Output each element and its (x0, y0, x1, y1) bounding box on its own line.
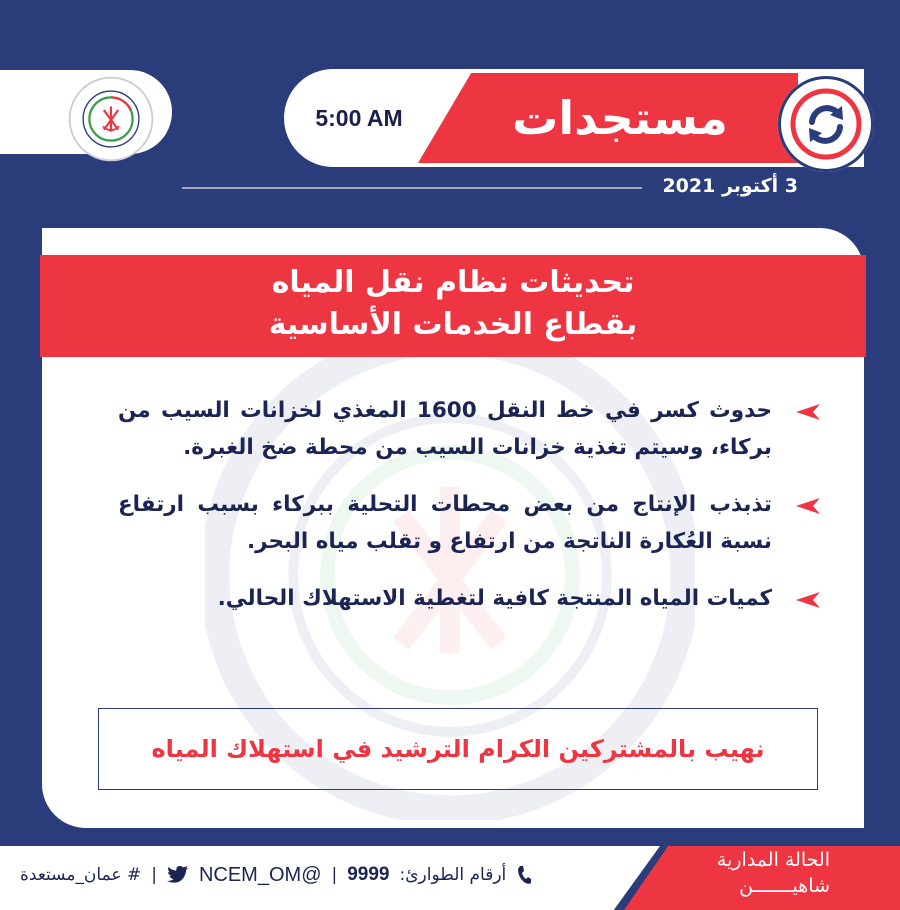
list-item (118, 486, 820, 560)
separator: | (151, 865, 157, 885)
bullet-text: حدوث كسر في خط النقل 1600 المغذي لخزانات السيب من بركاء، وسيتم تغذية خزانات السيب من محطة ضخ الغبرة. (118, 398, 773, 460)
footer-contacts (20, 846, 640, 904)
bullet-arrow-icon (796, 404, 820, 420)
phone-icon (516, 865, 532, 885)
card-title-line-2: بقطاع الخدمات الأساسية (268, 307, 638, 342)
emblem-logo (66, 74, 156, 164)
bullet-list (118, 392, 820, 637)
bullet-arrow-icon (796, 498, 820, 514)
bullet-text: تذبذب الإنتاج من بعض محطات التحلية ببركاء بسبب ارتفاع نسبة العُكارة الناتجة من ارتفاع و تقلب مياه البحر. (118, 492, 772, 554)
hashtag[interactable]: # عمان_مستعدة (20, 865, 142, 885)
bullet-text: كميات المياه المنتجة كافية لتغطية الاستهلاك الحالي. (217, 586, 772, 611)
card-title-line-1: تحديثات نظام نقل المياه (271, 265, 635, 300)
emergency-number[interactable]: 9999 (347, 864, 390, 885)
date-divider (182, 187, 642, 189)
card-title (40, 262, 866, 346)
twitter-icon[interactable] (167, 866, 189, 884)
time-label: 5:00 AM (315, 104, 403, 131)
status-label: الحالة المدارية (716, 849, 830, 871)
twitter-handle[interactable]: @NCEM_OM (198, 863, 322, 886)
date-label: 3 أكتوبر 2021 (662, 175, 798, 197)
list-item (118, 392, 820, 466)
notice-box: نهيب بالمشتركين الكرام الترشيد في استهلاك المياه (98, 708, 818, 790)
emergency-label: أرقام الطوارئ: (399, 865, 507, 885)
refresh-icon (786, 84, 866, 164)
list-item (118, 580, 820, 617)
bullet-arrow-icon (796, 592, 820, 608)
status-value: شاهيـــــــن (739, 875, 830, 897)
page-title: مستجدات (512, 91, 728, 145)
separator: | (331, 865, 338, 885)
